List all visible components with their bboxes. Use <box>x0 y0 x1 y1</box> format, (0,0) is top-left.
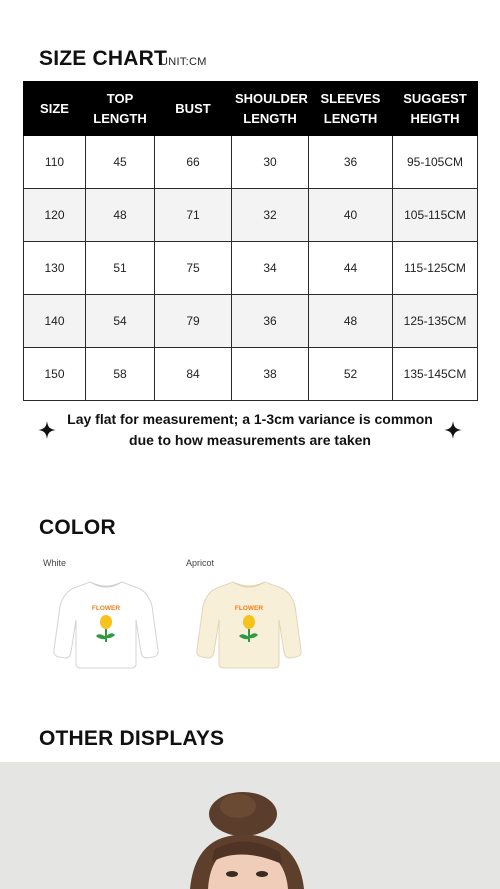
cell-sleeves-length: 36 <box>309 136 393 189</box>
apricot-shirt-image[interactable] <box>195 576 303 672</box>
cell-shoulder-length: 34 <box>232 242 309 295</box>
color-label-apricot: Apricot <box>186 558 215 568</box>
cell-suggest-height: 105-115CM <box>393 189 478 242</box>
cell-suggest-height: 125-135CM <box>393 295 478 348</box>
cell-shoulder-length: 30 <box>232 136 309 189</box>
cell-size: 110 <box>24 136 86 189</box>
cell-top-length: 54 <box>86 295 155 348</box>
header-sleeves-length: SLEEVES LENGTH <box>309 82 393 136</box>
measurement-note <box>38 409 462 453</box>
note-line-1: Lay flat for measurement; a 1-3cm variance is common <box>67 411 433 427</box>
cell-sleeves-length: 52 <box>309 348 393 401</box>
cell-suggest-height: 135-145CM <box>393 348 478 401</box>
other-displays-title: OTHER DISPLAYS <box>39 727 225 750</box>
color-label-white: White <box>43 558 67 568</box>
note-line-2: due to how measurements are taken <box>129 432 371 448</box>
table-row <box>24 348 478 401</box>
size-chart-unit: UNIT:CM <box>160 56 207 68</box>
size-table-header-row <box>24 82 478 136</box>
header-shoulder-length: SHOULDER LENGTH <box>232 82 309 136</box>
table-row <box>24 136 478 189</box>
svg-text:FLOWER: FLOWER <box>91 605 121 612</box>
cell-bust: 66 <box>155 136 232 189</box>
table-row <box>24 295 478 348</box>
cell-bust: 75 <box>155 242 232 295</box>
cell-sleeves-length: 48 <box>309 295 393 348</box>
cell-shoulder-length: 36 <box>232 295 309 348</box>
table-row <box>24 189 478 242</box>
header-bust: BUST <box>155 82 232 136</box>
cell-size: 120 <box>24 189 86 242</box>
cell-top-length: 51 <box>86 242 155 295</box>
cell-bust: 84 <box>155 348 232 401</box>
cell-sleeves-length: 44 <box>309 242 393 295</box>
cell-size: 150 <box>24 348 86 401</box>
cell-sleeves-length: 40 <box>309 189 393 242</box>
cell-suggest-height: 115-125CM <box>393 242 478 295</box>
header-suggest-height: SUGGEST HEIGTH <box>393 82 478 136</box>
cell-top-length: 58 <box>86 348 155 401</box>
color-title: COLOR <box>39 516 116 539</box>
header-top-length: TOP LENGTH <box>86 82 155 136</box>
measurement-note-text <box>62 409 438 451</box>
size-chart-title: SIZE CHART <box>39 47 167 70</box>
cell-size: 140 <box>24 295 86 348</box>
svg-text:FLOWER: FLOWER <box>234 605 264 612</box>
cell-bust: 79 <box>155 295 232 348</box>
cell-bust: 71 <box>155 189 232 242</box>
table-row <box>24 242 478 295</box>
sparkle-icon <box>38 421 56 439</box>
header-size: SIZE <box>24 82 86 136</box>
size-table <box>23 81 478 401</box>
cell-shoulder-length: 32 <box>232 189 309 242</box>
sparkle-icon <box>444 421 462 439</box>
cell-shoulder-length: 38 <box>232 348 309 401</box>
cell-suggest-height: 95-105CM <box>393 136 478 189</box>
model-photo-graphic <box>0 762 500 889</box>
model-photo <box>0 762 500 889</box>
cell-top-length: 45 <box>86 136 155 189</box>
white-shirt-image[interactable] <box>52 576 160 672</box>
cell-top-length: 48 <box>86 189 155 242</box>
cell-size: 130 <box>24 242 86 295</box>
